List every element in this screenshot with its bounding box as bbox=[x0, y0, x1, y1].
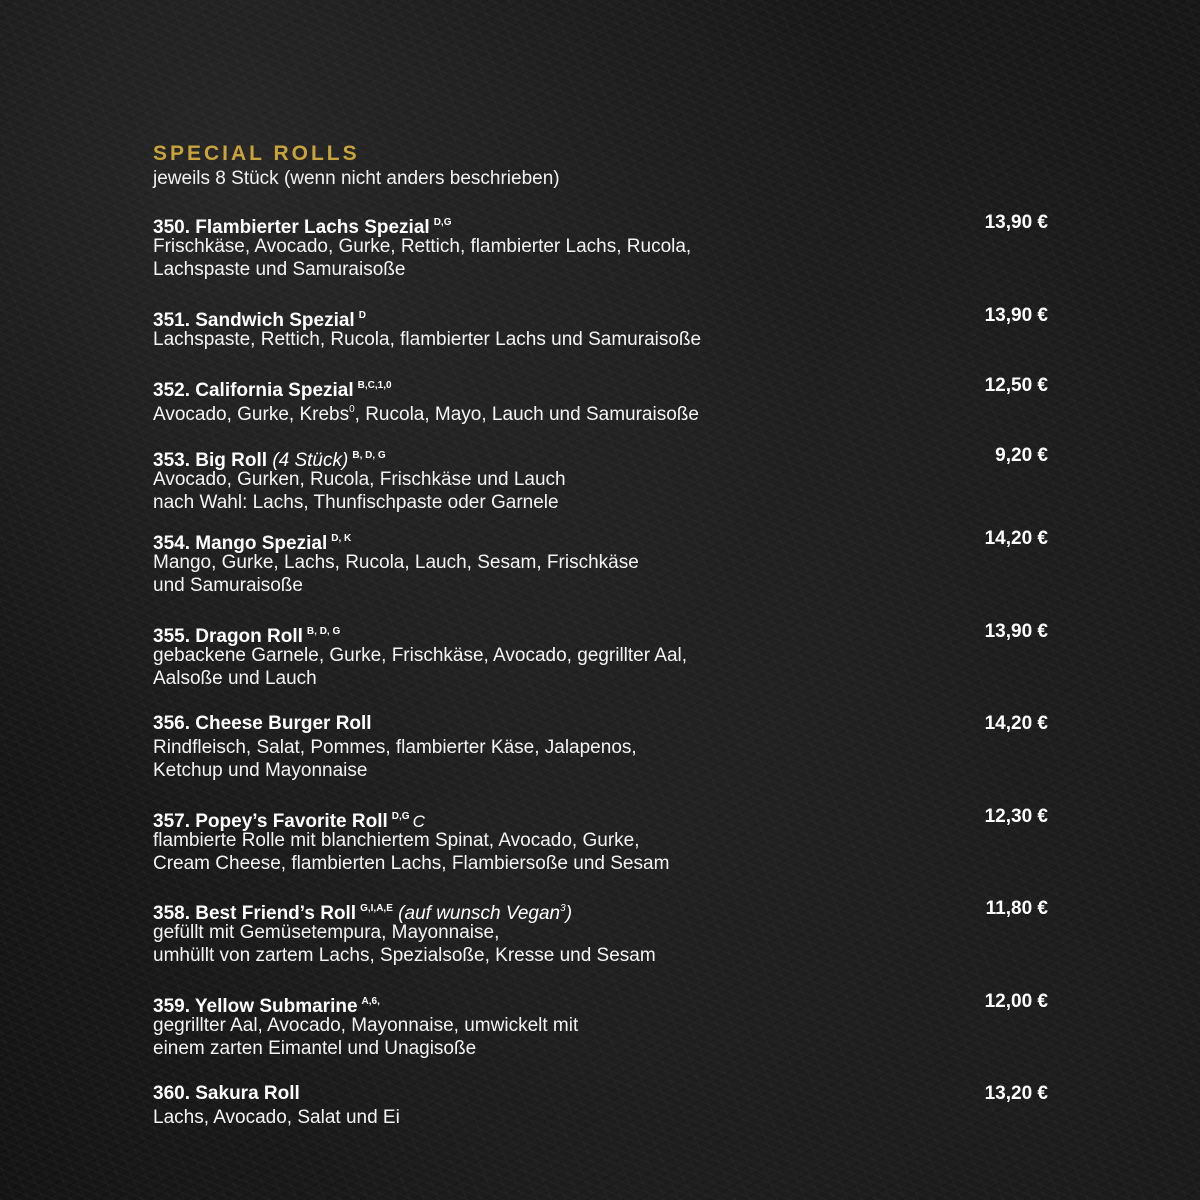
item-description: Lachspaste und Samuraisoße bbox=[153, 259, 406, 280]
item-description: Avocado, Gurke, Krebs$^0$, Rucola, Mayo, Lauch und Samuraisoße bbox=[153, 404, 699, 425]
item-name: 357. Popey’s Favorite Roll bbox=[153, 811, 388, 832]
item-description: gebackene Garnele, Gurke, Frischkäse, Avocado, gegrillter Aal, bbox=[153, 645, 688, 666]
menu-item bbox=[153, 897, 1048, 967]
item-name: 360. Sakura Roll bbox=[153, 1083, 300, 1104]
item-price: 14,20 € bbox=[984, 713, 1048, 734]
item-name: 350. Flambierter Lachs Spezial bbox=[153, 217, 430, 238]
menu-item bbox=[153, 712, 1048, 782]
allergen-codes: B, D, G bbox=[352, 450, 386, 461]
item-description: flambierte Rolle mit blanchiertem Spinat, Avocado, Gurke, bbox=[153, 830, 640, 851]
menu-item bbox=[153, 374, 1048, 426]
item-description: nach Wahl: Lachs, Thunfischpaste oder Garnele bbox=[153, 492, 559, 513]
allergen-codes: D, K bbox=[331, 533, 352, 544]
menu-item bbox=[153, 990, 1048, 1060]
item-description: einem zarten Eimantel und Unagisoße bbox=[153, 1038, 477, 1059]
allergen-codes: B, D, G bbox=[306, 626, 341, 637]
item-description: gegrillter Aal, Avocado, Mayonnaise, umwickelt mit bbox=[153, 1015, 579, 1036]
item-note: (auf wunsch Vegan$^3$) bbox=[398, 903, 573, 924]
item-description: Lachspaste, Rettich, Rucola, flambierter Lachs und Samuraisoße bbox=[153, 329, 702, 350]
menu-item bbox=[153, 620, 1048, 690]
item-price: 14,20 € bbox=[984, 528, 1048, 549]
menu-item bbox=[153, 1082, 1048, 1129]
section-title: SPECIAL ROLLS bbox=[153, 142, 360, 165]
item-description: Frischkäse, Avocado, Gurke, Rettich, flambierter Lachs, Rucola, bbox=[153, 236, 692, 257]
item-price: 12,50 € bbox=[984, 375, 1048, 396]
item-description: Mango, Gurke, Lachs, Rucola, Lauch, Sesam, Frischkäse bbox=[153, 552, 639, 573]
item-description: Rindfleisch, Salat, Pommes, flambierter Käse, Jalapenos, bbox=[153, 737, 637, 758]
item-description: Avocado, Gurken, Rucola, Frischkäse und Lauch bbox=[153, 469, 566, 490]
item-name: 353. Big Roll bbox=[153, 450, 268, 471]
allergen-codes: B,C,1,0 bbox=[357, 380, 392, 391]
item-description: umhüllt von zartem Lachs, Spezialsoße, Kresse und Sesam bbox=[153, 945, 656, 966]
menu-page bbox=[153, 141, 1048, 1128]
item-name: 358. Best Friend’s Roll bbox=[153, 903, 357, 924]
item-description: Aalsoße und Lauch bbox=[153, 668, 317, 689]
item-description: Cream Cheese, flambierten Lachs, Flambiersoße und Sesam bbox=[153, 853, 670, 874]
allergen-codes: A,6, bbox=[361, 996, 380, 1007]
menu-item bbox=[153, 527, 1048, 597]
item-description: Ketchup und Mayonnaise bbox=[153, 760, 368, 781]
item-name: 359. Yellow Submarine bbox=[153, 996, 358, 1017]
allergen-codes: D,G bbox=[433, 217, 452, 228]
item-price: 13,90 € bbox=[984, 621, 1048, 642]
item-name: 352. California Spezial bbox=[153, 380, 354, 401]
item-description: Lachs, Avocado, Salat und Ei bbox=[153, 1107, 400, 1128]
item-price: 11,80 € bbox=[985, 898, 1048, 919]
allergen-extra: C bbox=[412, 812, 425, 831]
allergen-codes: G,I,A,E bbox=[360, 903, 393, 914]
section-subtitle: jeweils 8 Stück (wenn nicht anders beschrieben) bbox=[153, 168, 560, 189]
item-description: und Samuraisoße bbox=[153, 575, 303, 596]
menu-item bbox=[153, 211, 1048, 281]
item-name: 354. Mango Spezial bbox=[153, 533, 328, 554]
item-price: 12,00 € bbox=[984, 991, 1048, 1012]
item-note: (4 Stück) bbox=[272, 450, 349, 471]
item-price: 12,30 € bbox=[984, 806, 1048, 827]
item-description: gefüllt mit Gemüsetempura, Mayonnaise, bbox=[153, 922, 500, 943]
item-name: 351. Sandwich Spezial bbox=[153, 310, 355, 331]
allergen-codes: D,G bbox=[391, 811, 410, 822]
item-price: 13,90 € bbox=[984, 305, 1048, 326]
item-name: 355. Dragon Roll bbox=[153, 626, 303, 647]
item-price: 9,20 € bbox=[995, 445, 1048, 466]
item-name: 356. Cheese Burger Roll bbox=[153, 713, 372, 734]
item-price: 13,90 € bbox=[984, 212, 1048, 233]
menu-item bbox=[153, 444, 1048, 514]
item-price: 13,20 € bbox=[984, 1083, 1048, 1104]
allergen-codes: D bbox=[358, 310, 366, 321]
menu-item bbox=[153, 805, 1048, 875]
menu-item bbox=[153, 304, 1048, 351]
